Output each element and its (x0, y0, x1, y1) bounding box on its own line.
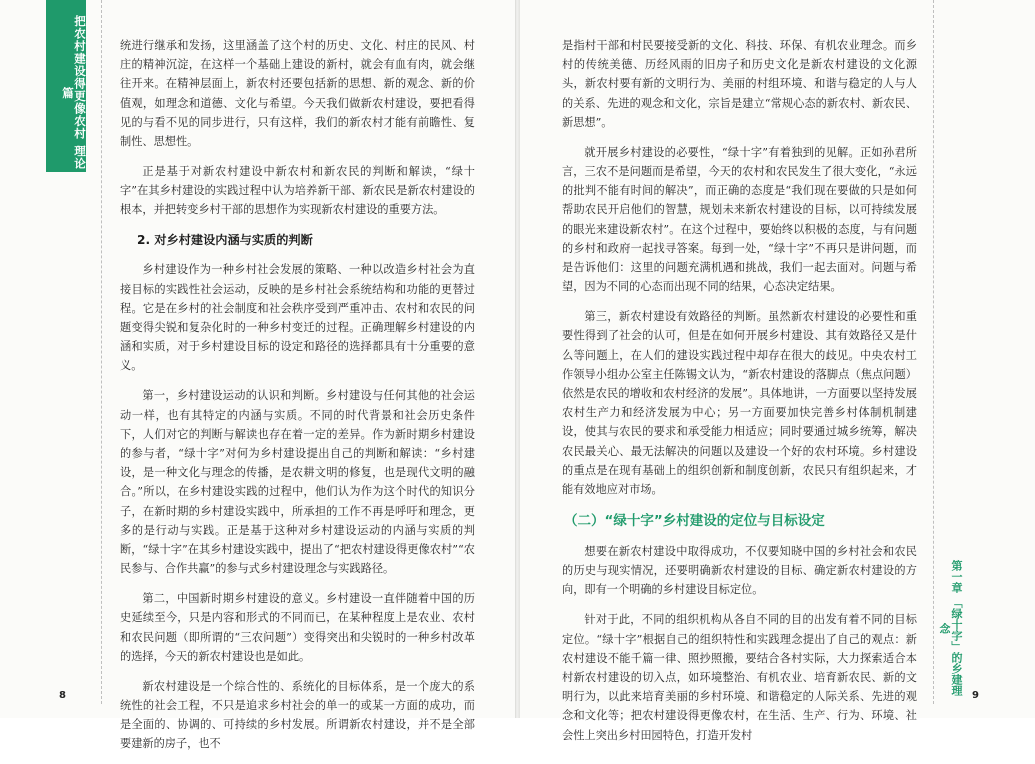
paragraph: 统进行继承和发扬，这里涵盖了这个村的历史、文化、村庄的民风、村庄的精神沉淀，在这样一个基础上建设的新村，就会有血有肉，就会继往开来。在精神层面上，新农村还要包括新的思想、新的观念、新的价值观，如理念和道德、文化与希望。今天我们做新农村建设，要把看得见的与看不见的同步进行，只有这样，我们的新农村才能有前瞻性、复制性、思想性。 (120, 39, 475, 149)
page-number: 9 (972, 690, 979, 701)
paragraph: 正是基于对新农村建设中新农村和新农民的判断和解读，“绿十字”在其乡村建设的实践过程中认为培养新干部、新农民是新农村建设的根本，并把转变乡村干部的思想作为实现新农村建设的重要方法。 (120, 165, 475, 217)
right-page (520, 0, 1035, 742)
book-title-ribbon: 把农村建设得更像农村 理论篇 (46, 0, 86, 172)
paragraph: 针对于此，不同的组织机构从各自不同的目的出发有着不同的目标定位。“绿十字”根据自己的组织特性和实践理念提出了自己的观点：新农村建设不能千篇一律、照抄照搬，要结合各村实际，大力探索适合本村新农村建设的切入点，如环境整治、有机农业、培育新农民、新的文明行为，以此来培育美丽的乡村环境、和谐稳定的人际关系、先进的观念和文化等；把农村建设得更像农村，在生活、生产、行为、环境、社会性上突出乡村田园特色，打造开发村 (562, 613, 917, 742)
paragraph: 是指村干部和村民要接受新的文化、科技、环保、有机农业理念。而乡村的传统美德、历经风雨的旧房子和历史文化是新农村建设的文化源头，新农村要有新的文明行为、美丽的村组环境、和谐与稳定的人与人的关系、先进的观念和文化，宗旨是建立“常规心态的新农村、新农民、新思想”。 (562, 39, 917, 129)
margin-guide-line (933, 0, 934, 704)
section-heading: （二）“绿十字”乡村建设的定位与目标设定 (564, 513, 825, 530)
paragraph: 乡村建设作为一种乡村社会发展的策略、一种以改造乡村社会为直接目标的实践性社会运动，反映的是乡村社会系统结构和功能的更替过程。它是在乡村的社会制度和社会秩序受到严重冲击、农村和农民的问题变得尖锐和复杂化时的一种乡村变迁的过程。正确理解乡村建设的内涵和实质，对于乡村建设目标的设定和路径的选择都具有十分重要的意义。 (120, 263, 475, 373)
chapter-tab: 第一章 「绿十字」的乡建理念 (938, 560, 963, 696)
right-page-body (562, 36, 917, 756)
paragraph: 第二，中国新时期乡村建设的意义。乡村建设一直伴随着中国的历史延续至今，只是内容和形式的不同而已，在某种程度上是农业、农村和农民问题（即所谓的“三农问题”）变得突出和尖锐时的一种乡村改革的选择，今天的新农村建设也是如此。 (120, 592, 475, 663)
subsection-heading: 2. 对乡村建设内涵与实质的判断 (137, 233, 313, 248)
paragraph: 第一，乡村建设运动的认识和判断。乡村建设与任何其他的社会运动一样，也有其特定的内涵与实质。不同的时代背景和社会历史条件下，人们对它的判断与解读也存在着一定的差异。作为新时期乡村建设的参与者，“绿十字”对何为乡村建设提出自己的判断和解读：“乡村建设，是一种文化与理念的传播，是农耕文明的修复，也是现代文明的融合。”所以，在乡村建设实践的过程中，他们认为作为这个时代的知识分子，在新时期的乡村建设实践中，所承担的工作不再是呼吁和理念，更多的是行动与实践。正是基于这种对乡村建设运动的内涵与实质的判断，“绿十字”在其乡村建设实践中，提出了“把农村建设得更像农村”“农民参与、合作共赢”的参与式乡村建设理念与实践路径。 (120, 389, 475, 576)
left-page-body (120, 36, 475, 764)
paragraph: 第三，新农村建设有效路径的判断。虽然新农村建设的必要性和重要性得到了社会的认可，但是在如何开展乡村建设、其有效路径又是什么等问题上，在人们的建设实践过程中却存在很大的歧见。中央农村工作领导小组办公室主任陈锡文认为，“新农村建设的落脚点（焦点问题）依然是农民的增收和农村经济的发展”。具体地讲，一方面要以坚持发展农村生产力和经济发展为中心；另一方面要加快完善乡村体制机制建设，使其与农民的要求和承受能力相适应；同时要通过城乡统筹，解决农民最关心、最无法解决的问题以及建设一个好的农村环境。乡村建设的重点是在现有基础上的组织创新和制度创新，农民只有组织起来，才能有效地应对市场。 (562, 310, 917, 497)
margin-guide-line (101, 0, 102, 704)
page-number: 8 (59, 690, 66, 701)
paragraph: 就开展乡村建设的必要性，“绿十字”有着独到的见解。正如孙君所言，三农不是问题而是希望，今天的农村和农民发生了很大变化，“永远的批判不能有时间的解决”，而正确的态度是“我们现在要做的只是如何帮助农民开启他们的智慧，规划未来新农村建设的目标，以可持续发展的眼光来建设新农村”。在这个过程中，要始终以积极的态度，与有问题的乡村和政府一起找寻答案。每到一处，“绿十字”不再只是讲问题，而是告诉他们：这里的问题充满机遇和挑战，我们一起去面对。问题与希望，因为不同的心态而出现不同的结果，心态决定结果。 (562, 145, 917, 294)
left-page (0, 0, 515, 751)
paragraph: 想要在新农村建设中取得成功，不仅要知晓中国的乡村社会和农民的历史与现实情况，还要明确新农村建设的目标、确定新农村建设的方向，即有一个明确的乡村建设目标定位。 (562, 545, 917, 597)
paragraph: 新农村建设是一个综合性的、系统化的目标体系，是一个庞大的系统性的社会工程，不只是追求乡村社会的单一的或某一方面的成功，而是全面的、协调的、可持续的乡村发展。所谓新农村建设，并不是全部要建新的房子，也不 (120, 679, 475, 751)
